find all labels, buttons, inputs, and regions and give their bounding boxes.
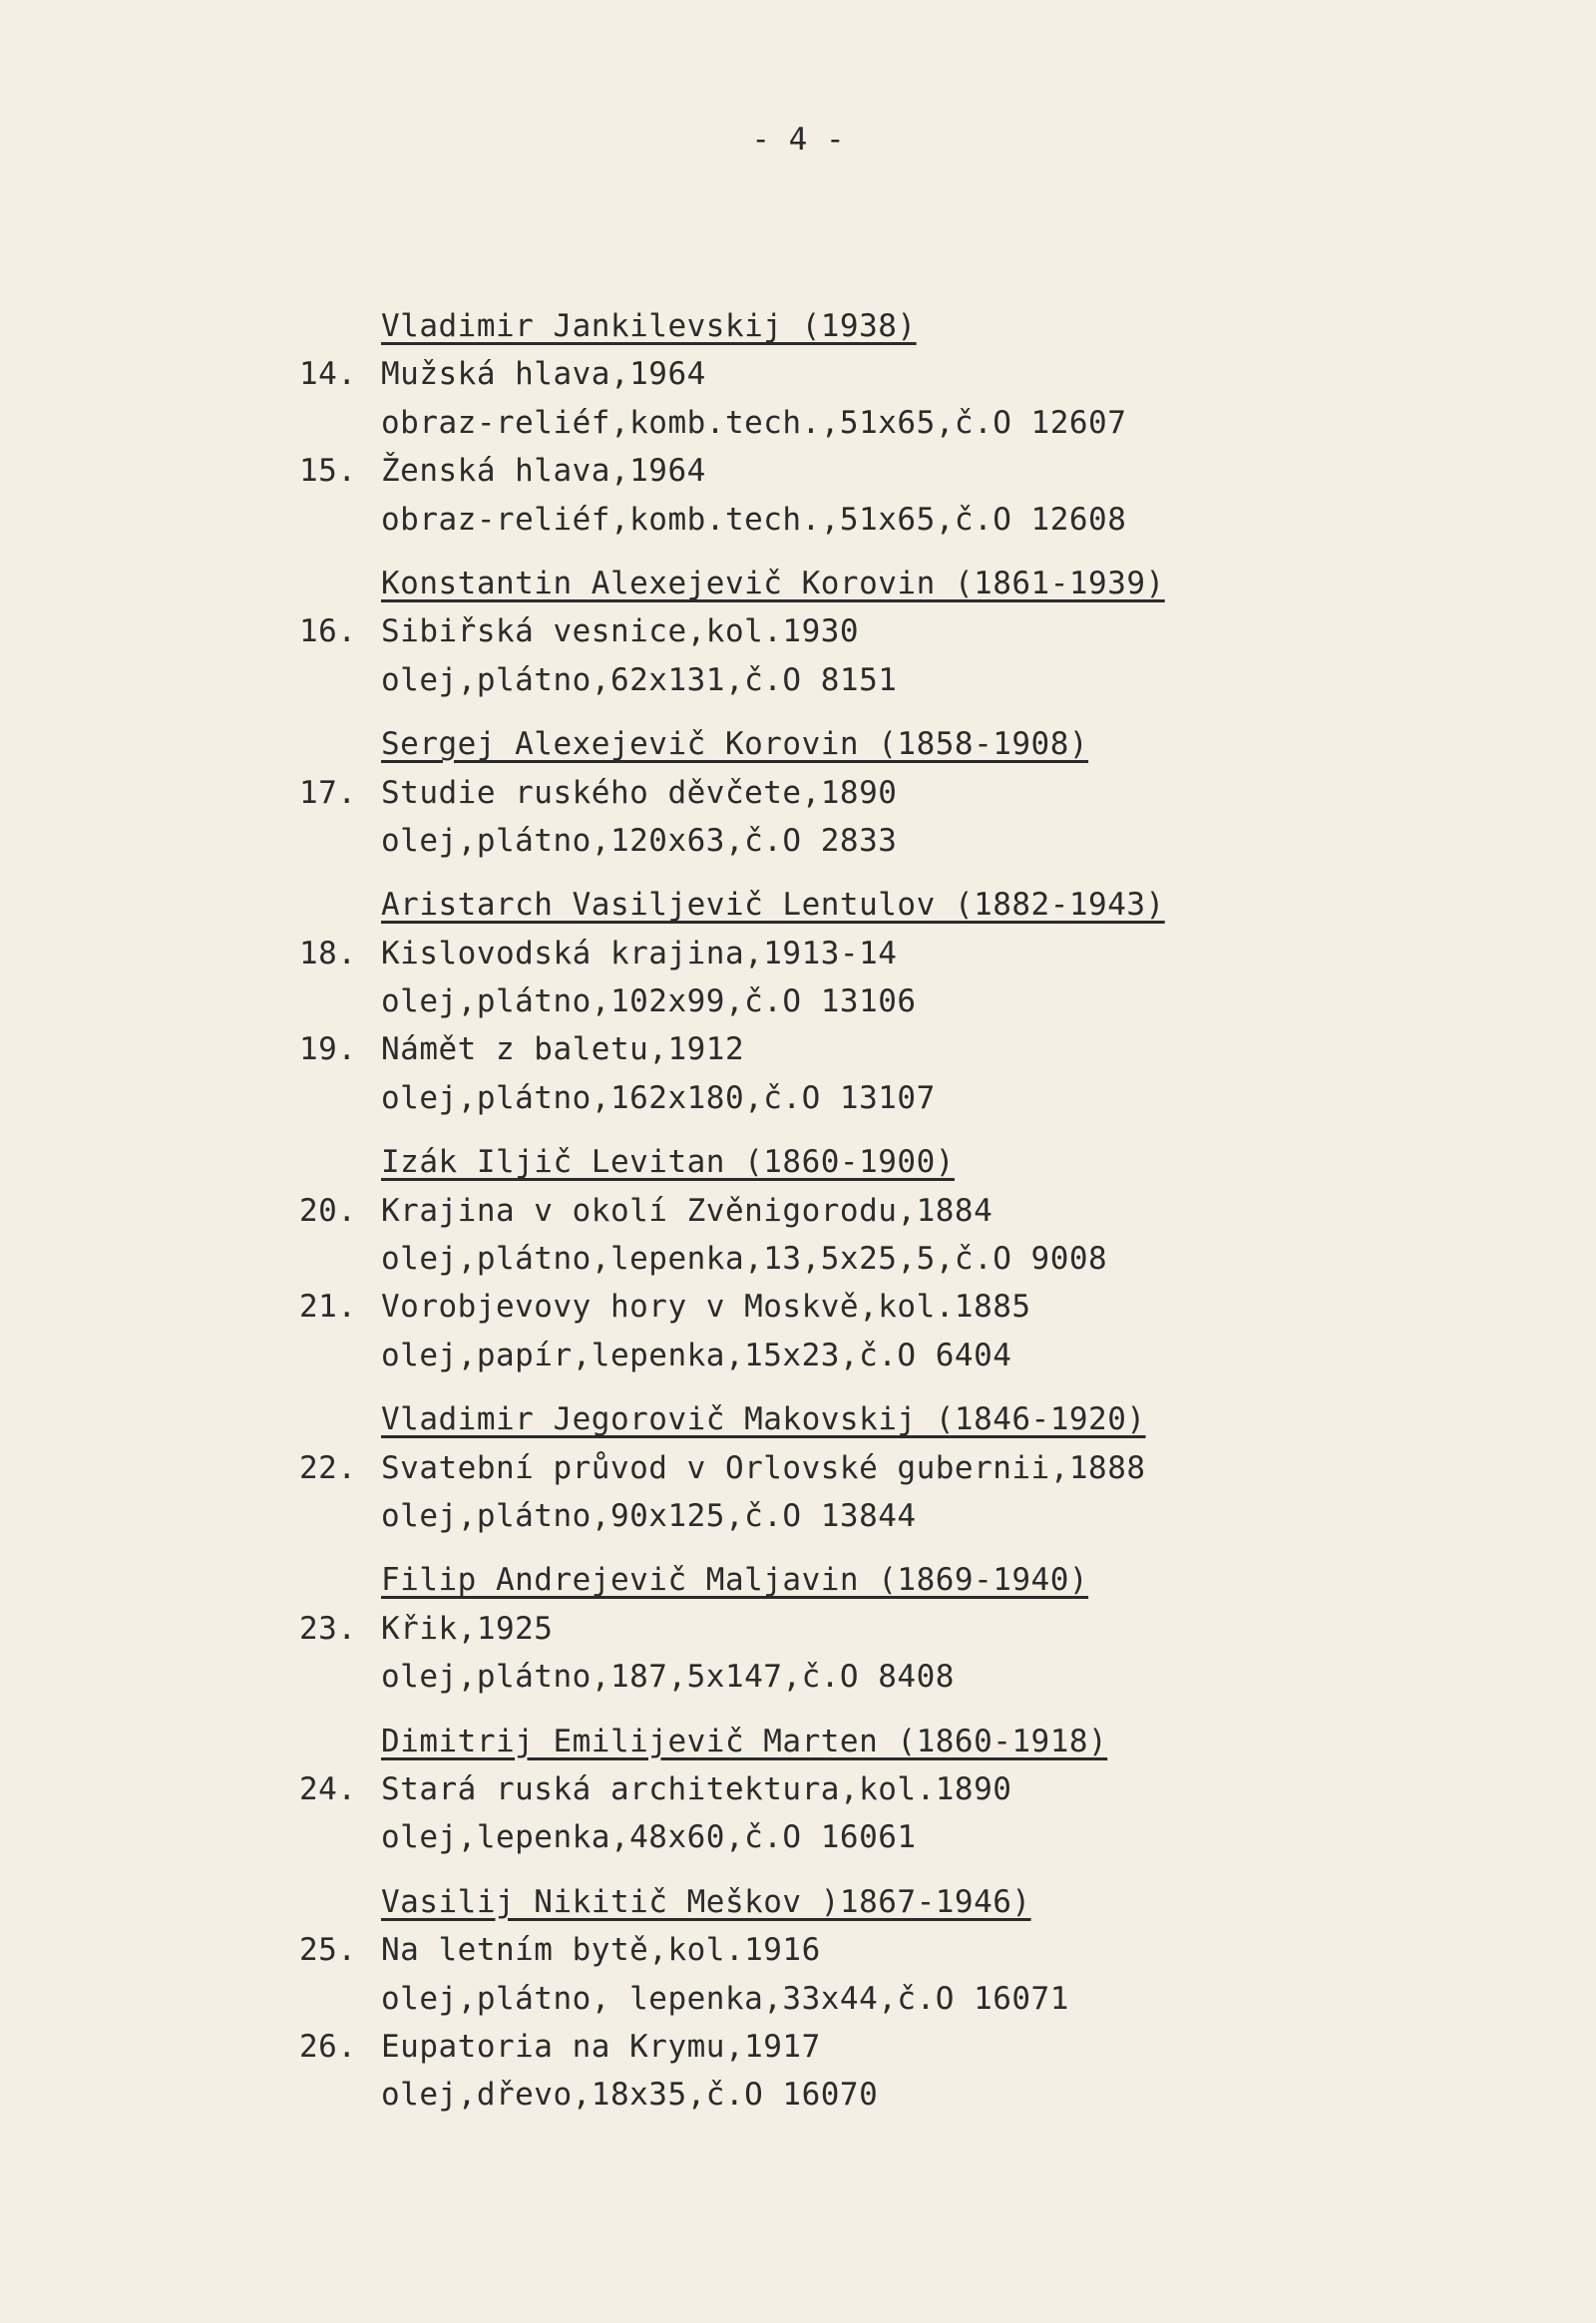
work-number: 20.	[299, 1192, 357, 1229]
work-entry	[299, 1025, 1297, 1073]
work-entry	[299, 1926, 1297, 1974]
work-detail: olej,lepenka,48x60,č.O 16061	[381, 1819, 917, 1856]
artist-heading	[299, 720, 1297, 768]
artist-name: Sergej Alexejevič Korovin (1858-1908)	[381, 726, 1089, 763]
artist-name: Aristarch Vasiljevič Lentulov (1882-1943)	[381, 887, 1165, 924]
work-entry	[299, 607, 1297, 655]
artist-name: Vladimir Jankilevskij (1938)	[381, 308, 917, 344]
artist-heading	[299, 1556, 1297, 1604]
artist-name: Konstantin Alexejevič Korovin (1861-1939)	[381, 565, 1165, 601]
artist-heading	[299, 1395, 1297, 1443]
page-number: - 4 -	[751, 122, 845, 158]
work-number: 16.	[299, 613, 357, 650]
work-number: 23.	[299, 1610, 357, 1647]
artist-name: Dimitrij Emilijevič Marten (1860-1918)	[381, 1723, 1108, 1759]
work-title: Sibiřská vesnice,kol.1930	[381, 613, 860, 650]
work-entry	[299, 1444, 1297, 1492]
work-number: 22.	[299, 1449, 357, 1486]
work-title: Námět z baletu,1912	[381, 1031, 745, 1068]
work-number: 21.	[299, 1289, 357, 1326]
work-detail: obraz-reliéf,komb.tech.,51x65,č.O 12608	[381, 501, 1127, 538]
work-entry	[299, 1283, 1297, 1331]
work-number: 15.	[299, 453, 357, 490]
work-number: 14.	[299, 356, 357, 393]
work-title: Ženská hlava,1964	[381, 453, 706, 490]
work-title: Eupatoria na Krymu,1917	[381, 2028, 821, 2065]
work-number: 25.	[299, 1932, 357, 1969]
work-number: 17.	[299, 774, 357, 811]
work-title: Křik,1925	[381, 1610, 554, 1647]
work-number: 19.	[299, 1031, 357, 1068]
artist-heading	[299, 302, 1297, 350]
catalogue-list	[299, 302, 1297, 2120]
artist-heading	[299, 1878, 1297, 1926]
artist-heading	[299, 881, 1297, 929]
work-title: Vorobjevovy hory v Moskvě,kol.1885	[381, 1289, 1031, 1326]
work-title: Studie ruského děvčete,1890	[381, 774, 898, 811]
work-detail: olej,plátno, lepenka,33x44,č.O 16071	[381, 1980, 1069, 2017]
work-number: 18.	[299, 935, 357, 971]
work-detail: obraz-reliéf,komb.tech.,51x65,č.O 12607	[381, 404, 1127, 441]
artist-name: Vladimir Jegorovič Makovskij (1846-1920)	[381, 1401, 1146, 1438]
work-detail: olej,plátno,62x131,č.O 8151	[381, 661, 898, 698]
work-detail: olej,plátno,187,5x147,č.O 8408	[381, 1659, 955, 1696]
artist-name: Vasilij Nikitič Meškov )1867-1946)	[381, 1883, 1031, 1920]
work-entry	[299, 1605, 1297, 1653]
artist-heading	[299, 560, 1297, 607]
work-title: Na letním bytě,kol.1916	[381, 1932, 821, 1969]
work-entry	[299, 1765, 1297, 1813]
work-detail: olej,plátno,162x180,č.O 13107	[381, 1079, 936, 1116]
work-detail: olej,papír,lepenka,15x23,č.O 6404	[381, 1337, 1012, 1373]
work-detail: olej,dřevo,18x35,č.O 16070	[381, 2077, 879, 2114]
work-detail: olej,plátno,120x63,č.O 2833	[381, 822, 898, 859]
artist-heading	[299, 1718, 1297, 1765]
work-entry	[299, 1187, 1297, 1235]
work-detail: olej,plátno,90x125,č.O 13844	[381, 1497, 917, 1534]
artist-heading	[299, 1138, 1297, 1186]
work-title: Krajina v okolí Zvěnigorodu,1884	[381, 1192, 994, 1229]
work-title: Svatební průvod v Orlovské gubernii,1888	[381, 1449, 1146, 1486]
artist-name: Filip Andrejevič Maljavin (1869-1940)	[381, 1562, 1089, 1599]
work-number: 24.	[299, 1770, 357, 1807]
work-entry	[299, 447, 1297, 495]
work-title: Stará ruská architektura,kol.1890	[381, 1770, 1012, 1807]
work-title: Kislovodská krajina,1913-14	[381, 935, 898, 971]
work-number: 26.	[299, 2028, 357, 2065]
work-detail: olej,plátno,lepenka,13,5x25,5,č.O 9008	[381, 1241, 1108, 1278]
work-detail: olej,plátno,102x99,č.O 13106	[381, 983, 917, 1020]
work-title: Mužská hlava,1964	[381, 356, 706, 393]
artist-name: Izák Iljič Levitan (1860-1900)	[381, 1144, 955, 1181]
work-entry	[299, 350, 1297, 398]
work-entry	[299, 930, 1297, 977]
work-entry	[299, 2023, 1297, 2071]
work-entry	[299, 769, 1297, 817]
